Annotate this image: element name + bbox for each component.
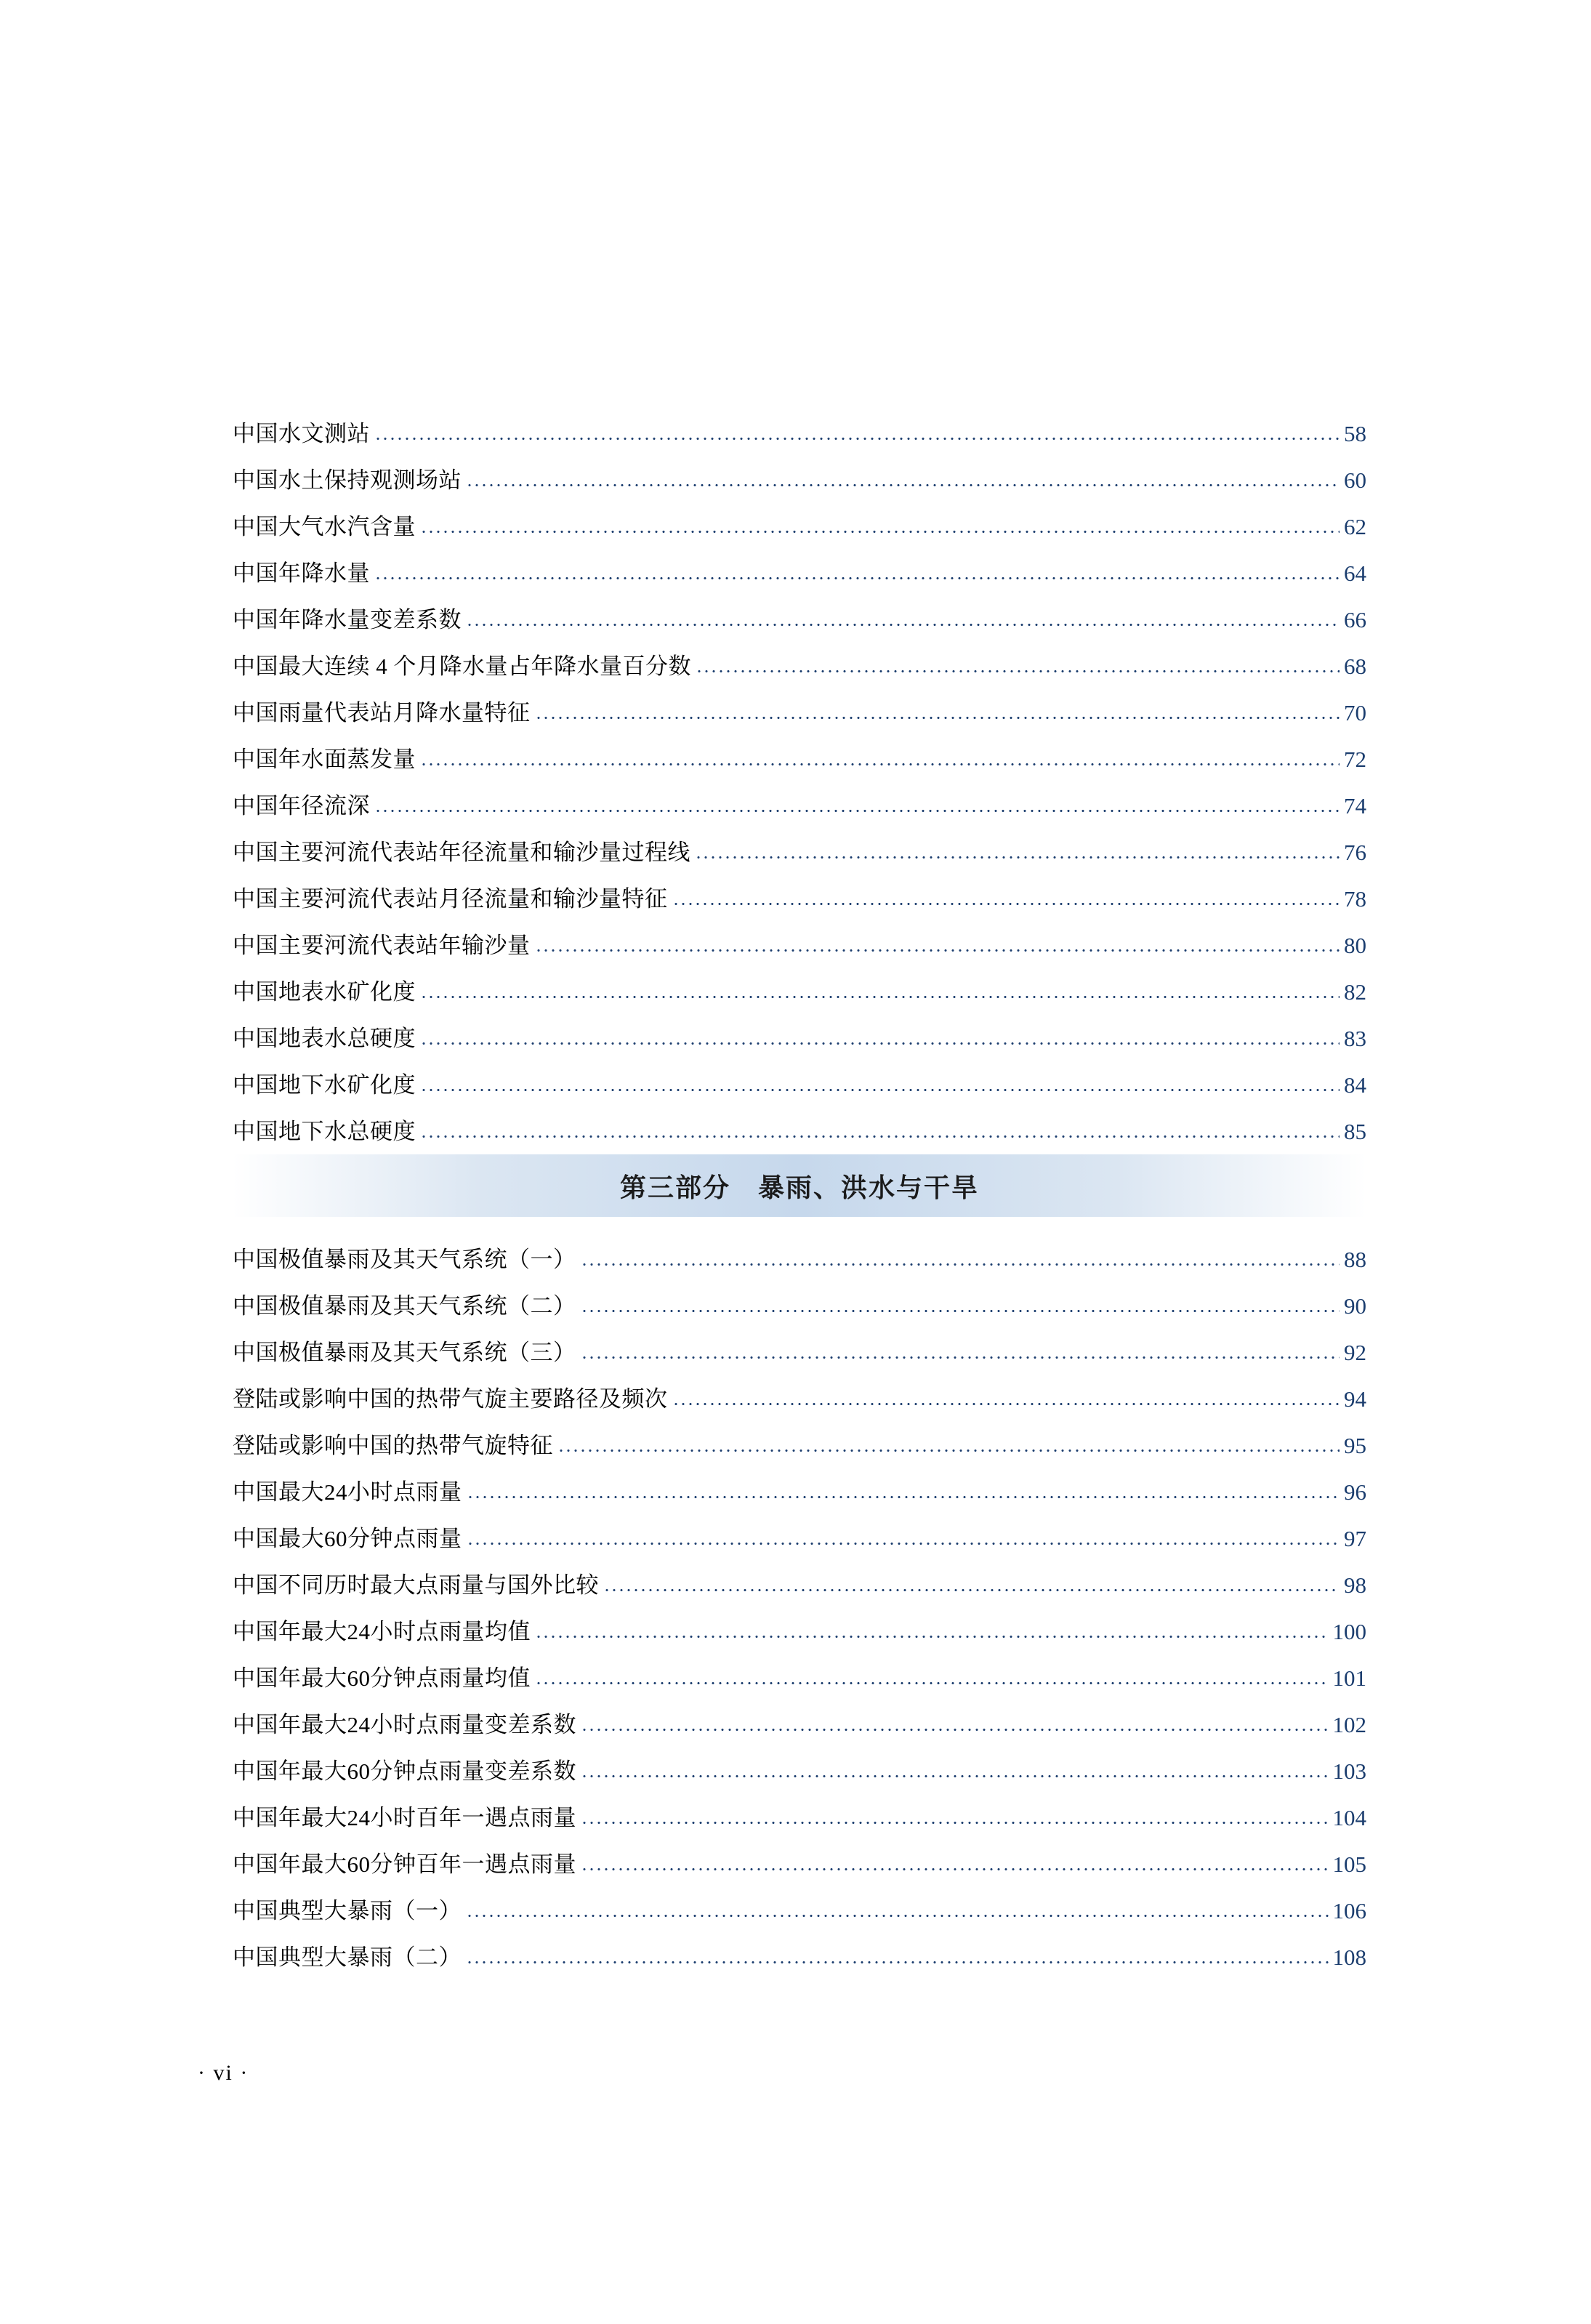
toc-entry[interactable] [233,1271,1366,1317]
toc-entry-title: 中国年水面蒸发量 [233,747,416,772]
toc-entry-page: 102 [1332,1712,1366,1737]
toc-entry-title: 中国年最大60分钟点雨量均值 [233,1665,531,1691]
toc-entry[interactable] [233,1003,1366,1050]
toc-leader-dots [672,891,1340,910]
toc-leader-dots [603,1577,1340,1596]
toc-leader-dots [557,1438,1340,1457]
toc-entry-page: 78 [1344,886,1366,912]
toc-leader-dots [466,1950,1329,1969]
toc-entry-title: 中国地下水总硬度 [233,1119,416,1144]
toc-entry-page: 74 [1344,793,1366,819]
toc-entry-title: 中国大气水汽含量 [233,514,416,539]
toc-leader-dots [581,1857,1329,1875]
toc-entry[interactable] [233,1875,1366,1922]
toc-entry-page: 80 [1344,933,1366,958]
toc-entry[interactable] [233,584,1366,631]
toc-leader-dots [581,1764,1329,1782]
toc-entry-title: 中国不同历时最大点雨量与国外比较 [233,1572,599,1598]
toc-entry-page: 103 [1332,1758,1366,1784]
toc-entry-page: 68 [1344,654,1366,679]
toc-entry-page: 76 [1344,840,1366,865]
toc-entry-page: 105 [1332,1851,1366,1877]
toc-entry-title: 中国极值暴雨及其天气系统（三） [233,1340,576,1365]
toc-entry-title: 中国年降水量变差系数 [233,607,462,632]
toc-entry-title: 登陆或影响中国的热带气旋特征 [233,1433,553,1458]
toc-entry-page: 82 [1344,979,1366,1005]
toc-entry-page: 97 [1344,1526,1366,1551]
toc-entry[interactable] [233,1689,1366,1736]
toc-entry-page: 85 [1344,1119,1366,1144]
toc-entry[interactable] [233,1550,1366,1596]
toc-entry-title: 中国年径流深 [233,793,370,819]
toc-leader-dots [420,984,1340,1003]
toc-entry-title: 登陆或影响中国的热带气旋主要路径及频次 [233,1386,668,1412]
toc-entry-page: 64 [1344,560,1366,586]
toc-leader-dots [467,1484,1340,1503]
section-heading-label: 第三部分 暴雨、洪水与干旱 [619,1172,979,1202]
toc-leader-dots [374,566,1340,584]
toc-leader-dots [535,705,1340,724]
toc-entry[interactable] [233,491,1366,538]
toc-entry-page: 100 [1332,1619,1366,1644]
toc-leader-dots [467,1531,1340,1550]
toc-leader-dots [420,1077,1340,1096]
toc-entry-title: 中国最大连续 4 个月降水量占年降水量百分数 [233,654,691,679]
toc-entry[interactable] [233,1457,1366,1503]
toc-leader-dots [374,798,1340,817]
toc-leader-dots [535,938,1340,957]
toc-entry-title: 中国年最大60分钟百年一遇点雨量 [233,1851,576,1877]
toc-leader-dots [374,426,1340,445]
toc-entry-page: 98 [1344,1572,1366,1598]
toc-entry[interactable] [233,817,1366,864]
toc-entry[interactable] [233,1096,1366,1143]
toc-entry[interactable] [233,1364,1366,1410]
toc-entry[interactable] [233,1829,1366,1875]
toc-entry[interactable] [233,678,1366,724]
toc-entry[interactable] [233,631,1366,678]
toc-leader-dots [535,1624,1329,1643]
toc-leader-dots [420,752,1340,771]
page-number: · vi · [198,2061,249,2085]
toc-entry[interactable] [233,1922,1366,1969]
toc-entry-page: 108 [1332,1945,1366,1970]
toc-entry-title: 中国年最大24小时百年一遇点雨量 [233,1805,576,1830]
toc-entry[interactable] [233,957,1366,1003]
toc-entry-page: 66 [1344,607,1366,632]
toc-entry-page: 70 [1344,700,1366,725]
toc-entry-page: 58 [1344,421,1366,446]
toc-entry-title: 中国地下水矿化度 [233,1072,416,1098]
toc-leader-dots [695,845,1340,864]
toc-leader-dots [581,1345,1340,1364]
toc-entry-title: 中国年最大60分钟点雨量变差系数 [233,1758,576,1784]
section-heading-banner [233,1154,1366,1217]
toc-entry[interactable] [233,910,1366,957]
toc-entry-title: 中国主要河流代表站月径流量和输沙量特征 [233,886,668,912]
toc-entry[interactable] [233,724,1366,771]
toc-entry[interactable] [233,538,1366,584]
toc-leader-dots [581,1717,1329,1736]
toc-entry-title: 中国雨量代表站月降水量特征 [233,700,531,725]
toc-entry[interactable] [233,1643,1366,1689]
toc-entry-title: 中国年降水量 [233,560,370,586]
toc-leader-dots [466,1903,1329,1922]
toc-leader-dots [420,1031,1340,1050]
toc-leader-dots [581,1252,1340,1271]
toc-leader-dots [420,1124,1340,1143]
toc-entry-title: 中国典型大暴雨（一） [233,1898,462,1923]
toc-leader-dots [466,473,1340,491]
toc-entry[interactable] [233,1050,1366,1096]
toc-entry-page: 90 [1344,1293,1366,1319]
toc-entry-title: 中国水土保持观测场站 [233,467,462,493]
toc-entry-title: 中国极值暴雨及其天气系统（一） [233,1247,576,1272]
toc-entry-title: 中国主要河流代表站年径流量和输沙量过程线 [233,840,690,865]
toc-leader-dots [535,1670,1329,1689]
toc-entry-page: 83 [1344,1026,1366,1051]
toc-entry-title: 中国年最大24小时点雨量均值 [233,1619,531,1644]
toc-group-hydrology [233,398,1366,1143]
toc-leader-dots [672,1391,1340,1410]
toc-group-storm-flood-drought [233,1224,1366,1969]
toc-entry[interactable] [233,1596,1366,1643]
toc-entry-title: 中国典型大暴雨（二） [233,1945,462,1970]
toc-entry[interactable] [233,864,1366,910]
toc-entry-page: 101 [1332,1665,1366,1691]
toc-entry-title: 中国水文测站 [233,421,370,446]
toc-leader-dots [420,519,1340,538]
toc-entry-title: 中国年最大24小时点雨量变差系数 [233,1712,576,1737]
toc-entry[interactable] [233,445,1366,491]
toc-entry-title: 中国极值暴雨及其天气系统（二） [233,1293,576,1319]
toc-entry-page: 94 [1344,1386,1366,1412]
toc-entry-title: 中国最大60分钟点雨量 [233,1526,462,1551]
toc-entry-page: 96 [1344,1479,1366,1505]
table-of-contents [233,398,1366,1969]
toc-entry-page: 62 [1344,514,1366,539]
toc-leader-dots [581,1298,1340,1317]
toc-entry-title: 中国主要河流代表站年输沙量 [233,933,531,958]
toc-entry[interactable] [233,398,1366,445]
toc-leader-dots [581,1810,1329,1829]
toc-entry[interactable] [233,1782,1366,1829]
toc-entry[interactable] [233,1317,1366,1364]
toc-entry-page: 104 [1332,1805,1366,1830]
toc-entry-page: 88 [1344,1247,1366,1272]
toc-leader-dots [696,659,1340,678]
toc-entry-title: 中国最大24小时点雨量 [233,1479,462,1505]
toc-entry[interactable] [233,771,1366,817]
toc-entry-title: 中国地表水矿化度 [233,979,416,1005]
toc-entry[interactable] [233,1503,1366,1550]
toc-entry-page: 106 [1332,1898,1366,1923]
toc-entry-page: 92 [1344,1340,1366,1365]
toc-entry-page: 84 [1344,1072,1366,1098]
toc-entry-title: 中国地表水总硬度 [233,1026,416,1051]
toc-entry[interactable] [233,1736,1366,1782]
toc-entry-page: 72 [1344,747,1366,772]
toc-entry-page: 60 [1344,467,1366,493]
toc-leader-dots [466,612,1340,631]
toc-entry-page: 95 [1344,1433,1366,1458]
toc-entry[interactable] [233,1224,1366,1271]
toc-entry[interactable] [233,1410,1366,1457]
